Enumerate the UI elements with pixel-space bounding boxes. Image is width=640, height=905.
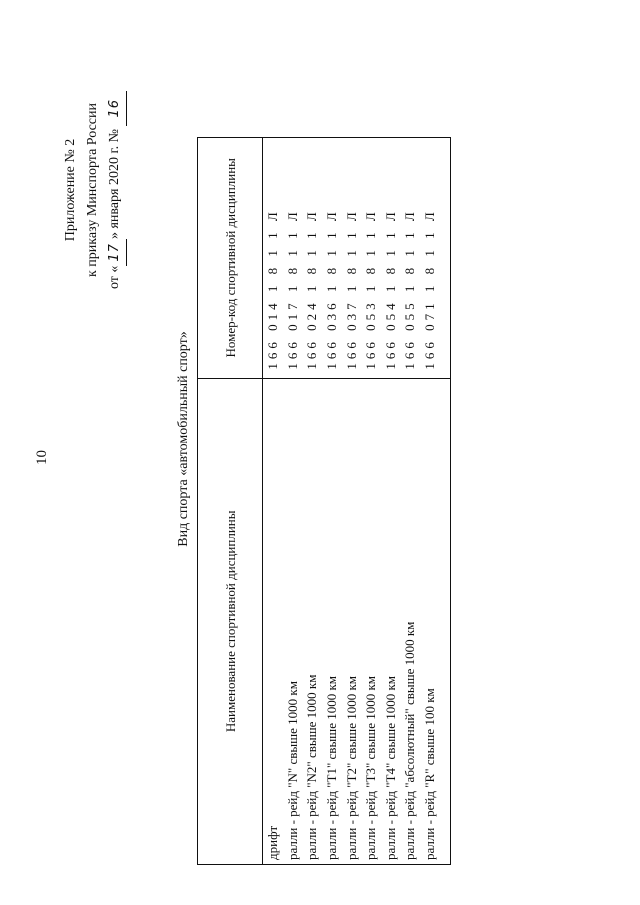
appendix-title: Приложение № 2 xyxy=(63,138,78,242)
appendix-date-line xyxy=(104,20,127,360)
discipline-name: ралли - рейд "T1" свыше 1000 км xyxy=(322,378,342,864)
discipline-code: 166 014 1 8 1 1 Л xyxy=(263,138,283,379)
table-row xyxy=(263,138,283,865)
sport-title: Вид спорта «автомобильный спорт» xyxy=(176,331,191,547)
disciplines-table xyxy=(197,137,451,865)
discipline-name: ралли - рейд "T3" свыше 1000 км xyxy=(361,378,381,864)
discipline-code: 166 071 1 8 1 1 Л xyxy=(420,138,451,379)
table-row xyxy=(361,138,381,865)
table-row xyxy=(302,138,322,865)
discipline-code: 166 055 1 8 1 1 Л xyxy=(400,138,420,379)
header-discipline-code: Номер-код спортивной дисциплины xyxy=(198,138,263,379)
discipline-name: ралли - рейд "N" свыше 1000 км xyxy=(283,378,303,864)
discipline-name: ралли - рейд "абсолютный" свыше 1000 км xyxy=(400,378,420,864)
discipline-name: дрифт xyxy=(263,378,283,864)
appendix-header xyxy=(60,20,127,360)
discipline-code: 166 017 1 8 1 1 Л xyxy=(283,138,303,379)
appendix-order-ref: к приказу Минспорта России xyxy=(85,103,100,277)
discipline-name: ралли - рейд "N2" свыше 1000 км xyxy=(302,378,322,864)
date-middle: » января 2020 г. № xyxy=(107,129,122,240)
table-row xyxy=(400,138,420,865)
table-header-row xyxy=(198,138,263,865)
discipline-code: 166 036 1 8 1 1 Л xyxy=(322,138,342,379)
handwritten-order-number: 16 xyxy=(104,91,127,126)
discipline-name: ралли - рейд "T4" свыше 1000 км xyxy=(381,378,401,864)
table-row xyxy=(341,138,361,865)
discipline-code: 166 054 1 8 1 1 Л xyxy=(381,138,401,379)
table-row xyxy=(283,138,303,865)
page-number: 10 xyxy=(34,450,50,465)
discipline-code: 166 024 1 8 1 1 Л xyxy=(302,138,322,379)
date-prefix: от « xyxy=(107,265,122,290)
discipline-name: ралли - рейд "T2" свыше 1000 км xyxy=(341,378,361,864)
discipline-code: 166 053 1 8 1 1 Л xyxy=(361,138,381,379)
handwritten-date-day: 17 xyxy=(104,239,127,266)
discipline-code: 166 037 1 8 1 1 Л xyxy=(341,138,361,379)
table-row xyxy=(322,138,342,865)
table-row xyxy=(420,138,451,865)
discipline-name: ралли - рейд "R" свыше 100 км xyxy=(420,378,451,864)
header-discipline-name: Наименование спортивной дисциплины xyxy=(198,378,263,864)
table-row xyxy=(381,138,401,865)
